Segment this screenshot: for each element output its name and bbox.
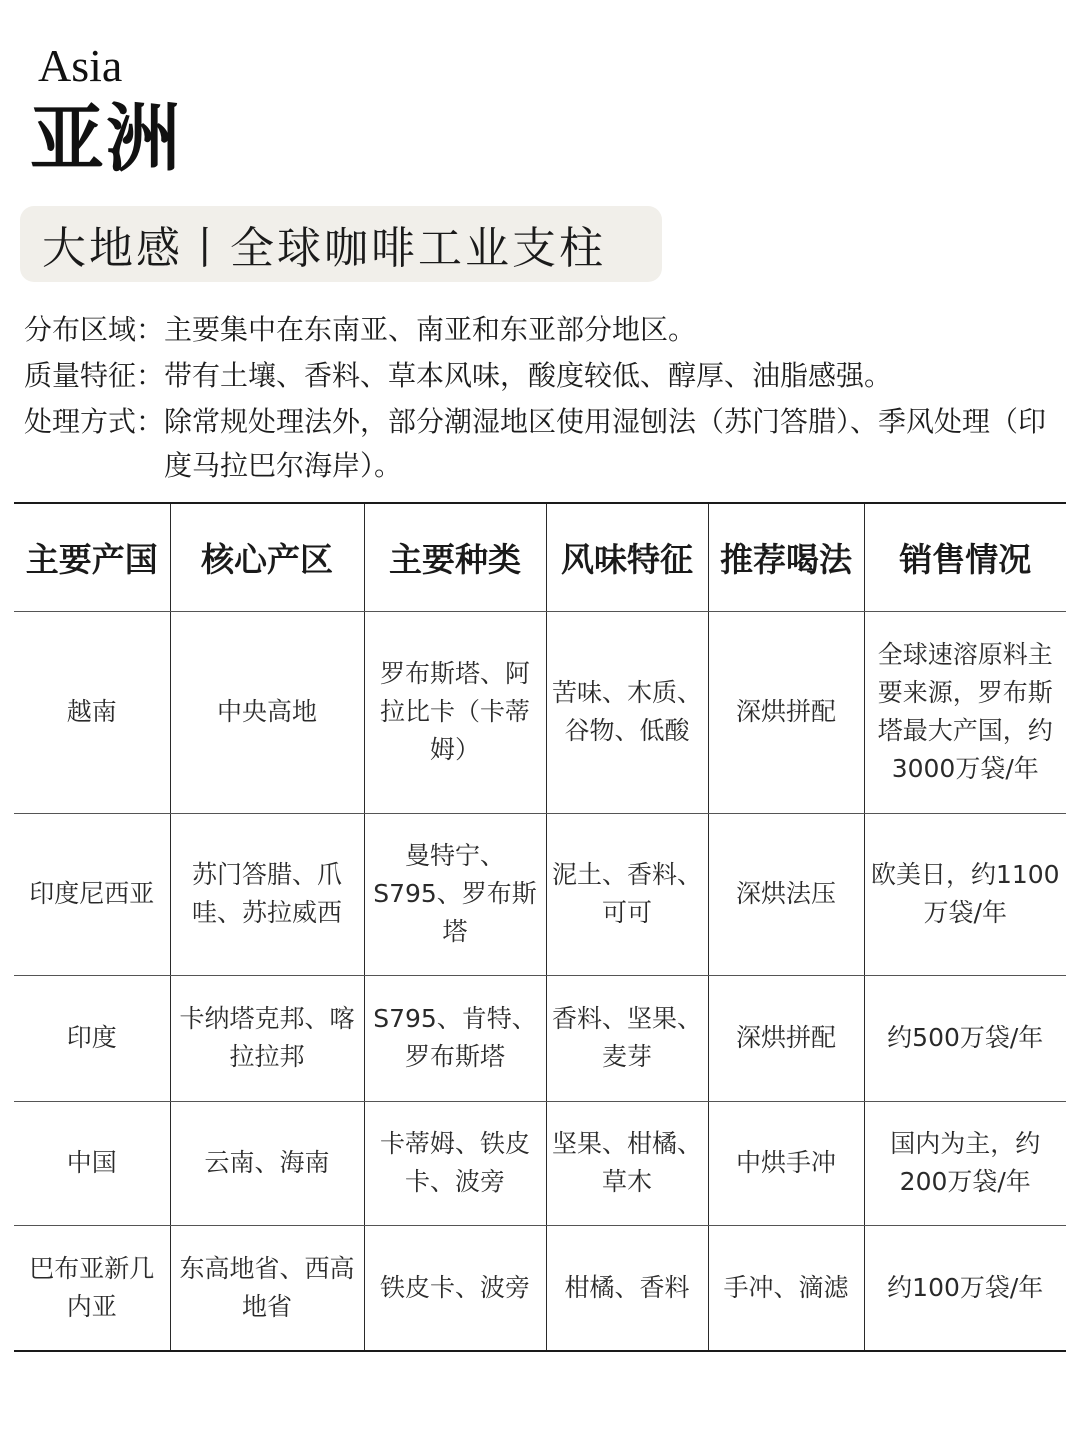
cell-variety: 铁皮卡、波旁 [364,1225,546,1351]
cell-sales: 国内为主，约200万袋/年 [864,1101,1066,1225]
cell-variety: S795、肯特、罗布斯塔 [364,975,546,1101]
cell-flavor: 泥土、香料、可可 [546,813,708,975]
cell-brewing: 深烘拼配 [708,611,864,813]
header-region: 核心产区 [170,503,364,611]
header-country: 主要产国 [14,503,170,611]
table-header-row [14,503,1066,611]
info-label: 质量特征： [24,359,165,392]
cell-flavor: 坚果、柑橘、草木 [546,1101,708,1225]
cell-region: 云南、海南 [170,1101,364,1225]
header-brewing: 推荐喝法 [708,503,864,611]
info-label: 处理方式： [24,405,165,438]
info-row-distribution [24,308,1068,352]
cell-country: 巴布亚新几内亚 [14,1225,170,1351]
info-label: 分布区域： [24,313,165,346]
cell-brewing: 中烘手冲 [708,1101,864,1225]
cell-brewing: 手冲、滴滤 [708,1225,864,1351]
table-row [14,1101,1066,1225]
cell-brewing: 深烘拼配 [708,975,864,1101]
cell-country: 越南 [14,611,170,813]
cell-variety: 罗布斯塔、阿拉比卡（卡蒂姆） [364,611,546,813]
header-variety: 主要种类 [364,503,546,611]
coffee-origins-table [14,502,1066,1352]
title-chinese: 亚洲 [30,96,182,182]
cell-brewing: 深烘法压 [708,813,864,975]
cell-region: 东高地省、西高地省 [170,1225,364,1351]
table-row [14,975,1066,1101]
cell-variety: 曼特宁、S795、罗布斯塔 [364,813,546,975]
table-row [14,1225,1066,1351]
cell-region: 卡纳塔克邦、喀拉拉邦 [170,975,364,1101]
cell-variety: 卡蒂姆、铁皮卡、波旁 [364,1101,546,1225]
cell-country: 中国 [14,1101,170,1225]
cell-flavor: 柑橘、香料 [546,1225,708,1351]
subtitle-text: 大地感丨全球咖啡工业支柱 [42,223,606,274]
info-row-quality [24,354,1068,398]
cell-sales: 欧美日，约1100万袋/年 [864,813,1066,975]
info-value: 除常规处理法外，部分潮湿地区使用湿刨法（苏门答腊）、季风处理（印度马拉巴尔海岸）。 [164,405,1047,482]
cell-sales: 约500万袋/年 [864,975,1066,1101]
cell-country: 印度 [14,975,170,1101]
info-value: 带有土壤、香料、草本风味，酸度较低、醇厚、油脂感强。 [164,359,893,392]
header-flavor: 风味特征 [546,503,708,611]
info-section [24,308,1068,490]
title-english: Asia [38,40,123,91]
subtitle-banner [20,206,662,282]
info-row-processing [24,400,1068,488]
cell-country: 印度尼西亚 [14,813,170,975]
table-row [14,611,1066,813]
info-value: 主要集中在东南亚、南亚和东亚部分地区。 [164,313,697,346]
cell-sales: 全球速溶原料主要来源，罗布斯塔最大产国，约3000万袋/年 [864,611,1066,813]
cell-flavor: 香料、坚果、麦芽 [546,975,708,1101]
cell-region: 苏门答腊、爪哇、苏拉威西 [170,813,364,975]
cell-sales: 约100万袋/年 [864,1225,1066,1351]
cell-flavor: 苦味、木质、谷物、低酸 [546,611,708,813]
table-row [14,813,1066,975]
header-sales: 销售情况 [864,503,1066,611]
cell-region: 中央高地 [170,611,364,813]
